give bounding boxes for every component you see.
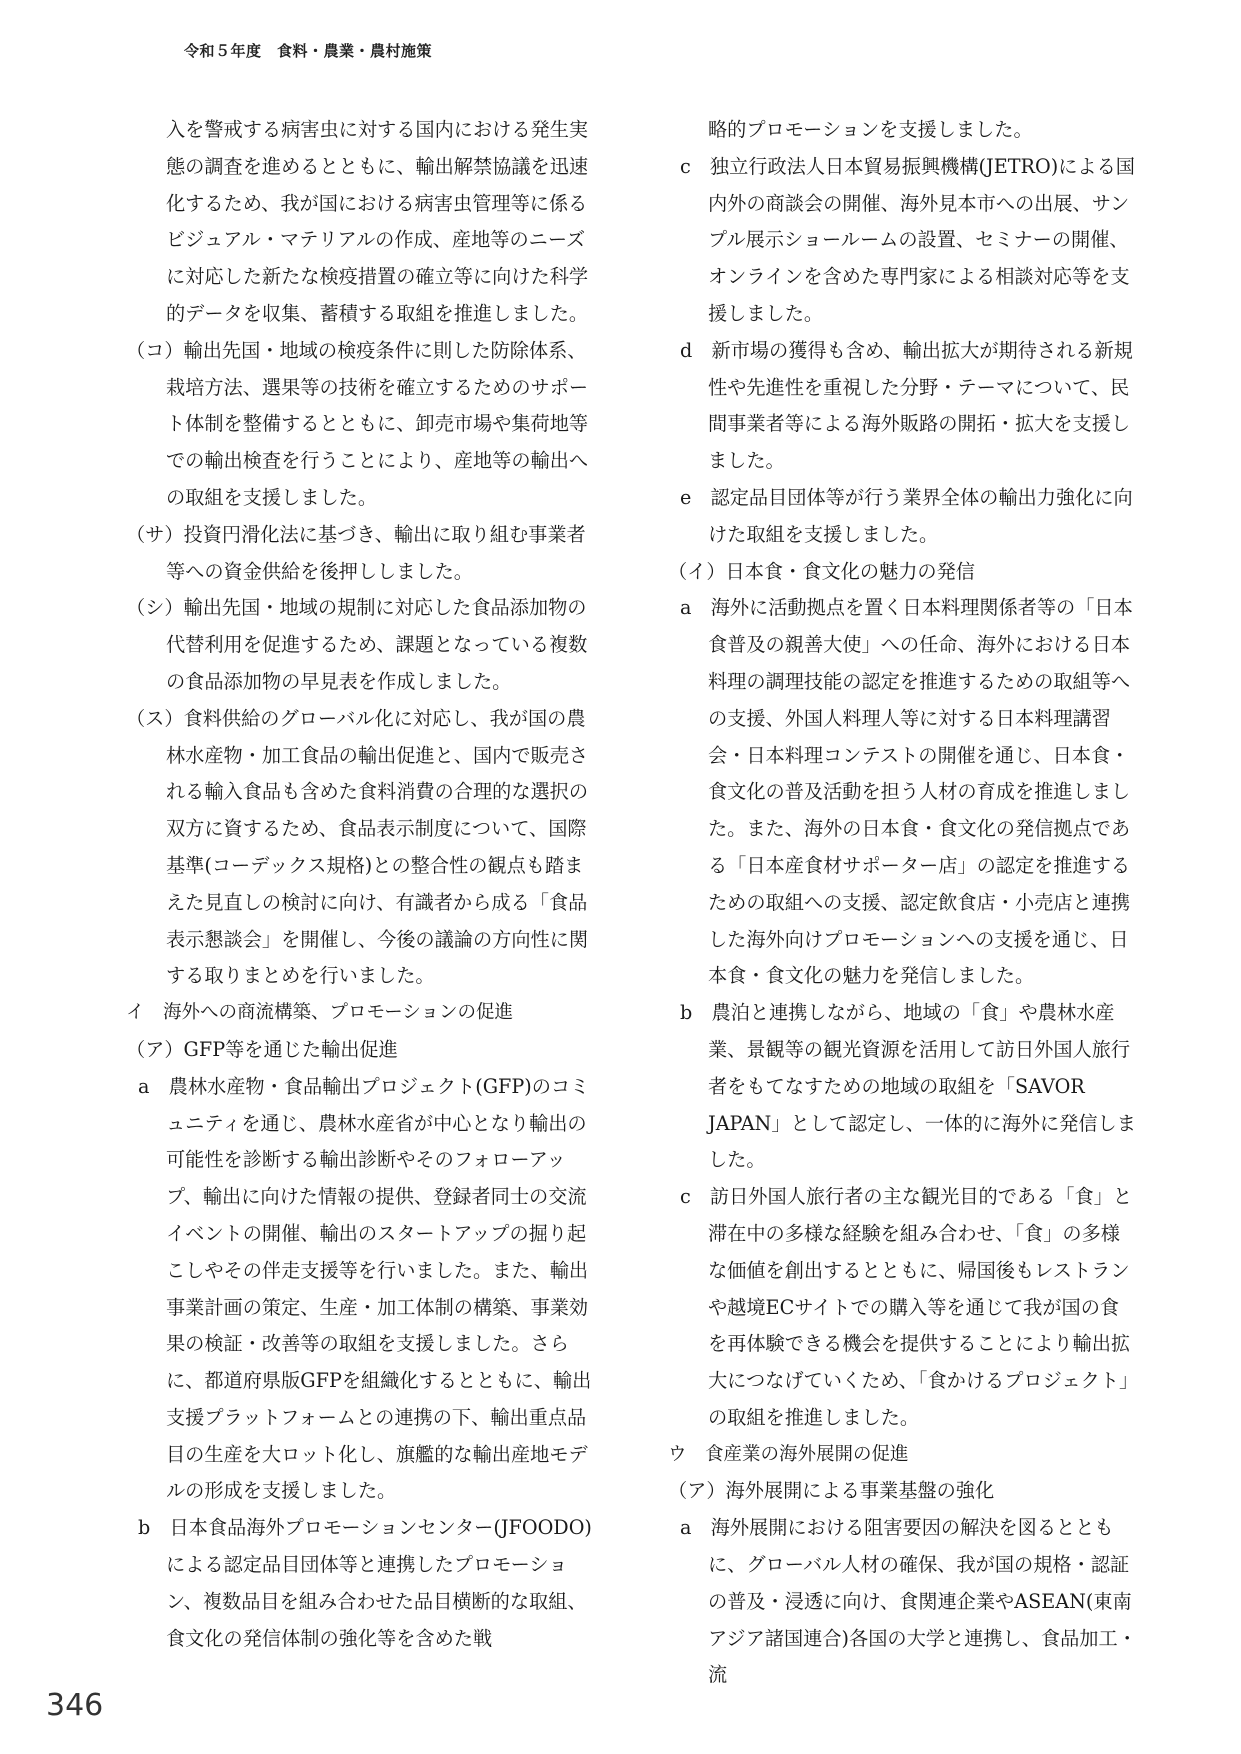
paragraph: b 農泊と連携しながら、地域の「食」や農林水産業、景観等の観光資源を活用して訪日外国人旅行者をもてなすための地域の取組を「SAVOR JAPAN」として認定し、一体的に海外に発信しました。 [680, 1001, 1136, 1172]
section-heading: イ 海外への商流構築、プロモーションの促進 [126, 1002, 514, 1024]
paragraph: （シ）輸出先国・地域の規制に対応した食品添加物の代替利用を促進するため、課題となっている複数の食品添加物の早見表を作成しました。 [126, 596, 588, 693]
left-column [126, 112, 596, 1657]
subsection-heading: （ア）海外展開による事業基盤の強化 [668, 1479, 995, 1503]
paragraph: a 海外展開における阻害要因の解決を図るとともに、グローバル人材の確保、我が国の規格・認証の普及・浸透に向け、食関連企業やASEAN(東南アジア諸国連合)各国の大学と連携し、食品加工・流 [680, 1516, 1137, 1687]
paragraph: c 独立行政法人日本貿易振興機構(JETRO)による国内外の商談会の開催、海外見本市への出展、サンプル展示ショールームの設置、セミナーの開催、オンラインを含めた専門家による相談対応等を支援しました。 [680, 154, 1135, 325]
subsection-heading: （イ）日本食・食文化の魅力の発信 [668, 559, 975, 583]
section-heading: ウ 食産業の海外展開の促進 [668, 1443, 909, 1465]
paragraph: （コ）輸出先国・地域の検疫条件に則した防除体系、栽培方法、選果等の技術を確立するためのサポート体制を整備するとともに、卸売市場や集荷地等での輸出検査を行うことにより、産地等の輸出への取組を支援しました。 [126, 338, 589, 509]
paragraph: 略的プロモーションを支援しました。 [708, 118, 1033, 141]
paragraph: a 海外に活動拠点を置く日本料理関係者等の「日本食普及の親善大使」への任命、海外における日本料理の調理技能の認定を推進するための取組等への支援、外国人料理人等に対する日本料理講習会・日本料理コンテストの開催を通じ、日本食・食文化の普及活動を担う人材の育成を推進しました。また、海外の日本食・食文化の発信拠点である「日本産食材サポーター店」の認定を推進するための取組への支援、認定飲食店・小売店と連携した海外向けプロモーションへの支援を通じ、日本食・食文化の魅力を発信しました。 [680, 596, 1133, 988]
paragraph: 入を警戒する病害虫に対する国内における発生実態の調査を進めるとともに、輸出解禁協議を迅速化するため、我が国における病害虫管理等に係るビジュアル・マテリアルの作成、産地等のニーズに対応した新たな検疫措置の確立等に向けた科学的データを収集、蓄積する取組を推進しました。 [166, 118, 589, 325]
paragraph: （ス）食料供給のグローバル化に対応し、我が国の農林水産物・加工食品の輸出促進と、国内で販売される輸入食品も含めた食料消費の合理的な選択の双方に資するため、食品表示制度について、国際基準(コーデックス規格)との整合性の観点も踏まえた見直しの検討に向け、有識者から成る「食品表示懇談会」を開催し、今後の議論の方向性に関する取りまとめを行いました。 [126, 706, 589, 988]
subsection-heading: （ア）GFP等を通じた輸出促進 [126, 1037, 398, 1061]
paragraph: c 訪日外国人旅行者の主な観光目的である「食」と滞在中の多様な経験を組み合わせ、「食」の多様な価値を創出するとともに、帰国後もレストランや越境ECサイトでの購入等を通じて我が国の食を再体験できる機会を提供することにより輸出拡大につなげていくため、「食かけるプロジェクト」の取組を推進しました。 [680, 1185, 1133, 1429]
page-number: 346 [46, 1688, 104, 1723]
paragraph: e 認定品目団体等が行う業界全体の輸出力強化に向けた取組を支援しました。 [680, 485, 1133, 546]
page-header: 令和５年度 食料・農業・農村施策 [184, 42, 433, 60]
paragraph: d 新市場の獲得も含め、輸出拡大が期待される新規性や先進性を重視した分野・テーマについて、民間事業者等による海外販路の開拓・拡大を支援しました。 [680, 338, 1133, 473]
right-column [668, 112, 1138, 1694]
paragraph: b 日本食品海外プロモーションセンター(JFOODO)による認定品目団体等と連携したプロモーション、複数品目を組み合わせた品目横断的な取組、食文化の発信体制の強化等を含めた戦 [138, 1516, 592, 1650]
paragraph: a 農林水産物・食品輸出プロジェクト(GFP)のコミュニティを通じ、農林水産省が中心となり輸出の可能性を診断する輸出診断やそのフォローアップ、輸出に向けた情報の提供、登録者同士の交流イベントの開催、輸出のスタートアップの掘り起こしやその伴走支援等を行いました。また、輸出事業計画の策定、生産・加工体制の構築、事業効果の検証・改善等の取組を支援しました。さらに、都道府県版GFPを組織化するとともに、輸出支援プラットフォームとの連携の下、輸出重点品目の生産を大ロット化し、旗艦的な輸出産地モデルの形成を支援しました。 [138, 1074, 592, 1503]
paragraph: （サ）投資円滑化法に基づき、輸出に取り組む事業者等への資金供給を後押ししました。 [126, 522, 586, 583]
